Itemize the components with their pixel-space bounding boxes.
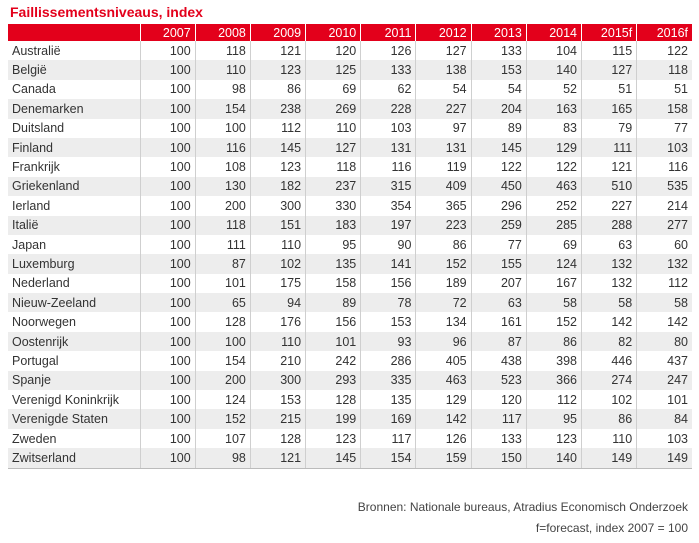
index-value-cell: 156 (306, 312, 361, 331)
index-value-cell: 79 (582, 119, 637, 138)
header-row (8, 24, 692, 41)
table-row (8, 332, 692, 351)
index-value-cell: 223 (416, 216, 471, 235)
table-row (8, 157, 692, 176)
index-value-cell: 132 (582, 254, 637, 273)
index-value-cell: 100 (140, 216, 195, 235)
index-value-cell: 126 (416, 429, 471, 448)
index-value-cell: 207 (471, 274, 526, 293)
index-value-cell: 151 (250, 216, 305, 235)
index-value-cell: 116 (637, 157, 692, 176)
index-value-cell: 83 (526, 119, 581, 138)
index-value-cell: 103 (637, 138, 692, 157)
index-value-cell: 140 (526, 60, 581, 79)
index-value-cell: 153 (471, 60, 526, 79)
source-note: Bronnen: Nationale bureaus, Atradius Economisch Onderzoek (357, 500, 688, 514)
index-value-cell: 128 (306, 390, 361, 409)
table-row (8, 448, 692, 468)
index-value-cell: 72 (416, 293, 471, 312)
country-cell: Verenigde Staten (8, 409, 140, 428)
index-value-cell: 80 (637, 332, 692, 351)
index-value-cell: 129 (526, 138, 581, 157)
index-value-cell: 182 (250, 177, 305, 196)
index-value-cell: 118 (195, 41, 250, 60)
index-value-cell: 154 (361, 448, 416, 468)
index-value-cell: 200 (195, 371, 250, 390)
index-value-cell: 126 (361, 41, 416, 60)
table-body (8, 41, 692, 468)
country-cell: Frankrijk (12, 160, 60, 175)
index-value-cell: 277 (637, 216, 692, 235)
country-cell: Zweden (12, 431, 57, 446)
year-header: 2014 (526, 24, 581, 41)
index-value-cell: 127 (582, 60, 637, 79)
index-value-cell: 111 (195, 235, 250, 254)
index-value-cell: 103 (361, 119, 416, 138)
index-value-cell: 523 (471, 371, 526, 390)
index-value-cell: 100 (140, 119, 195, 138)
index-value-cell: 100 (140, 254, 195, 273)
index-value-cell: 409 (416, 177, 471, 196)
table-row (8, 177, 692, 196)
index-value-cell: 142 (416, 409, 471, 428)
index-value-cell: 135 (306, 254, 361, 273)
index-value-cell: 183 (306, 216, 361, 235)
index-value-cell: 100 (140, 390, 195, 409)
country-cell: Finland (8, 138, 140, 157)
index-value-cell: 54 (471, 80, 526, 99)
index-value-cell: 116 (195, 138, 250, 157)
index-value-cell: 100 (140, 235, 195, 254)
table-row (8, 60, 692, 79)
table-row (8, 119, 692, 138)
table-row (8, 429, 692, 448)
year-header: 2012 (416, 24, 471, 41)
index-value-cell: 169 (361, 409, 416, 428)
index-value-cell: 154 (195, 99, 250, 118)
index-value-cell: 90 (361, 235, 416, 254)
index-value-cell: 163 (526, 99, 581, 118)
index-value-cell: 101 (637, 390, 692, 409)
index-value-cell: 161 (471, 312, 526, 331)
index-value-cell: 108 (195, 157, 250, 176)
index-value-cell: 131 (416, 138, 471, 157)
index-value-cell: 87 (195, 254, 250, 273)
index-value-cell: 98 (195, 448, 250, 468)
index-value-cell: 288 (582, 216, 637, 235)
index-value-cell: 335 (361, 371, 416, 390)
index-value-cell: 132 (582, 274, 637, 293)
index-value-cell: 51 (637, 80, 692, 99)
index-value-cell: 142 (637, 312, 692, 331)
index-value-cell: 102 (250, 254, 305, 273)
index-value-cell: 110 (250, 332, 305, 351)
index-value-cell: 117 (471, 409, 526, 428)
index-value-cell: 100 (140, 351, 195, 370)
index-value-cell: 100 (195, 332, 250, 351)
year-header: 2016f (637, 24, 692, 41)
index-value-cell: 176 (250, 312, 305, 331)
index-value-cell: 366 (526, 371, 581, 390)
index-value-cell: 152 (195, 409, 250, 428)
index-value-cell: 133 (471, 429, 526, 448)
index-value-cell: 112 (637, 274, 692, 293)
index-value-cell: 286 (361, 351, 416, 370)
table-row (8, 216, 692, 235)
index-value-cell: 93 (361, 332, 416, 351)
index-value-cell: 86 (526, 332, 581, 351)
index-value-cell: 97 (416, 119, 471, 138)
index-value-cell: 133 (471, 41, 526, 60)
index-value-cell: 285 (526, 216, 581, 235)
index-value-cell: 51 (582, 80, 637, 99)
index-value-cell: 158 (306, 274, 361, 293)
index-value-cell: 117 (361, 429, 416, 448)
country-cell: Zwitserland (8, 448, 140, 468)
table-row (8, 80, 692, 99)
country-cell: Duitsland (12, 121, 65, 136)
index-value-cell: 247 (637, 371, 692, 390)
index-value-cell: 94 (250, 293, 305, 312)
country-cell: Italië (8, 216, 140, 235)
index-value-cell: 315 (361, 177, 416, 196)
country-cell: Portugal (12, 353, 59, 368)
index-value-cell: 86 (250, 80, 305, 99)
index-value-cell: 450 (471, 177, 526, 196)
index-value-cell: 100 (140, 177, 195, 196)
index-value-cell: 110 (582, 429, 637, 448)
index-value-cell: 100 (140, 429, 195, 448)
index-value-cell: 259 (471, 216, 526, 235)
index-value-cell: 63 (471, 293, 526, 312)
index-value-cell: 200 (195, 196, 250, 215)
index-value-cell: 54 (416, 80, 471, 99)
index-value-cell: 446 (582, 351, 637, 370)
index-value-cell: 118 (195, 216, 250, 235)
index-value-cell: 145 (471, 138, 526, 157)
index-value-cell: 155 (471, 254, 526, 273)
index-value-cell: 100 (140, 157, 195, 176)
index-value-cell: 252 (526, 196, 581, 215)
table-row (8, 196, 692, 215)
country-column-header (8, 24, 140, 41)
index-value-cell: 122 (471, 157, 526, 176)
index-value-cell: 510 (582, 177, 637, 196)
index-value-cell: 123 (306, 429, 361, 448)
index-value-cell: 165 (582, 99, 637, 118)
index-value-cell: 100 (140, 312, 195, 331)
index-value-cell: 118 (306, 157, 361, 176)
index-value-cell: 86 (582, 409, 637, 428)
table-row (8, 371, 692, 390)
index-value-cell: 122 (637, 41, 692, 60)
index-value-cell: 140 (526, 448, 581, 468)
index-value-cell: 242 (306, 351, 361, 370)
index-value-cell: 120 (306, 41, 361, 60)
index-value-cell: 101 (195, 274, 250, 293)
country-cell: Denemarken (8, 99, 140, 118)
index-value-cell: 118 (637, 60, 692, 79)
index-value-cell: 100 (195, 119, 250, 138)
index-value-cell: 100 (140, 448, 195, 468)
table-row (8, 254, 692, 273)
index-value-cell: 95 (526, 409, 581, 428)
index-value-cell: 463 (526, 177, 581, 196)
index-value-cell: 115 (582, 41, 637, 60)
table-row (8, 99, 692, 118)
index-value-cell: 127 (416, 41, 471, 60)
year-header: 2008 (195, 24, 250, 41)
index-value-cell: 238 (250, 99, 305, 118)
table-row (8, 138, 692, 157)
insolvency-index-table (8, 24, 692, 469)
index-value-cell: 124 (195, 390, 250, 409)
index-value-cell: 132 (637, 254, 692, 273)
index-value-cell: 125 (306, 60, 361, 79)
index-value-cell: 121 (582, 157, 637, 176)
table-row (8, 235, 692, 254)
country-cell: Nieuw-Zeeland (8, 293, 140, 312)
index-value-cell: 104 (526, 41, 581, 60)
table-row (8, 351, 692, 370)
index-value-cell: 100 (140, 274, 195, 293)
index-value-cell: 133 (361, 60, 416, 79)
index-value-cell: 138 (416, 60, 471, 79)
index-value-cell: 77 (637, 119, 692, 138)
index-value-cell: 204 (471, 99, 526, 118)
index-value-cell: 52 (526, 80, 581, 99)
year-header: 2010 (306, 24, 361, 41)
index-value-cell: 149 (582, 448, 637, 468)
table-row (8, 274, 692, 293)
index-value-cell: 100 (140, 371, 195, 390)
index-value-cell: 58 (582, 293, 637, 312)
index-value-cell: 89 (306, 293, 361, 312)
index-value-cell: 149 (637, 448, 692, 468)
index-value-cell: 167 (526, 274, 581, 293)
country-cell: Nederland (12, 276, 70, 291)
index-value-cell: 141 (361, 254, 416, 273)
year-header: 2013 (471, 24, 526, 41)
index-value-cell: 100 (140, 80, 195, 99)
country-cell: Verenigd Koninkrijk (12, 392, 120, 407)
year-header: 2009 (250, 24, 305, 41)
index-value-cell: 135 (361, 390, 416, 409)
index-value-cell: 535 (637, 177, 692, 196)
year-header: 2007 (140, 24, 195, 41)
index-value-cell: 111 (582, 138, 637, 157)
index-value-cell: 98 (195, 80, 250, 99)
index-value-cell: 77 (471, 235, 526, 254)
index-value-cell: 398 (526, 351, 581, 370)
table-row (8, 312, 692, 331)
index-value-cell: 269 (306, 99, 361, 118)
index-value-cell: 145 (250, 138, 305, 157)
country-cell: Oostenrijk (8, 332, 140, 351)
index-value-cell: 60 (637, 235, 692, 254)
index-value-cell: 142 (582, 312, 637, 331)
index-value-cell: 110 (306, 119, 361, 138)
forecast-footnote: f=forecast, index 2007 = 100 (535, 521, 688, 535)
index-value-cell: 197 (361, 216, 416, 235)
table-row (8, 41, 692, 60)
country-cell: Canada (12, 82, 56, 97)
index-value-cell: 96 (416, 332, 471, 351)
index-value-cell: 438 (471, 351, 526, 370)
index-value-cell: 227 (416, 99, 471, 118)
index-value-cell: 69 (526, 235, 581, 254)
index-value-cell: 227 (582, 196, 637, 215)
index-value-cell: 102 (582, 390, 637, 409)
index-value-cell: 82 (582, 332, 637, 351)
index-value-cell: 100 (140, 196, 195, 215)
index-value-cell: 100 (140, 60, 195, 79)
index-value-cell: 107 (195, 429, 250, 448)
index-value-cell: 152 (526, 312, 581, 331)
index-value-cell: 156 (361, 274, 416, 293)
index-value-cell: 152 (416, 254, 471, 273)
index-value-cell: 145 (306, 448, 361, 468)
index-value-cell: 100 (140, 99, 195, 118)
index-value-cell: 128 (195, 312, 250, 331)
index-value-cell: 123 (250, 157, 305, 176)
index-value-cell: 62 (361, 80, 416, 99)
index-value-cell: 150 (471, 448, 526, 468)
index-value-cell: 121 (250, 41, 305, 60)
index-value-cell: 123 (526, 429, 581, 448)
index-value-cell: 153 (250, 390, 305, 409)
index-value-cell: 215 (250, 409, 305, 428)
index-value-cell: 210 (250, 351, 305, 370)
index-value-cell: 175 (250, 274, 305, 293)
table-title: Faillissementsniveaus, index (10, 4, 203, 20)
index-value-cell: 86 (416, 235, 471, 254)
index-value-cell: 153 (361, 312, 416, 331)
index-value-cell: 128 (250, 429, 305, 448)
index-value-cell: 110 (250, 235, 305, 254)
index-value-cell: 116 (361, 157, 416, 176)
index-value-cell: 405 (416, 351, 471, 370)
index-value-cell: 58 (526, 293, 581, 312)
index-value-cell: 100 (140, 332, 195, 351)
index-value-cell: 293 (306, 371, 361, 390)
index-value-cell: 127 (306, 138, 361, 157)
index-value-cell: 159 (416, 448, 471, 468)
index-value-cell: 300 (250, 196, 305, 215)
country-cell: Australië (12, 43, 61, 58)
index-value-cell: 58 (637, 293, 692, 312)
index-value-cell: 89 (471, 119, 526, 138)
index-value-cell: 122 (526, 157, 581, 176)
index-value-cell: 189 (416, 274, 471, 293)
index-value-cell: 119 (416, 157, 471, 176)
index-value-cell: 123 (250, 60, 305, 79)
index-value-cell: 100 (140, 41, 195, 60)
index-value-cell: 120 (471, 390, 526, 409)
index-value-cell: 65 (195, 293, 250, 312)
index-value-cell: 101 (306, 332, 361, 351)
index-value-cell: 121 (250, 448, 305, 468)
country-cell: Japan (12, 237, 47, 252)
country-cell: België (8, 60, 140, 79)
index-value-cell: 78 (361, 293, 416, 312)
country-cell: Griekenland (8, 177, 140, 196)
index-value-cell: 112 (526, 390, 581, 409)
index-value-cell: 69 (306, 80, 361, 99)
index-value-cell: 365 (416, 196, 471, 215)
index-value-cell: 154 (195, 351, 250, 370)
index-value-cell: 158 (637, 99, 692, 118)
index-value-cell: 214 (637, 196, 692, 215)
index-value-cell: 87 (471, 332, 526, 351)
country-cell: Spanje (8, 371, 140, 390)
index-value-cell: 296 (471, 196, 526, 215)
index-value-cell: 237 (306, 177, 361, 196)
index-value-cell: 134 (416, 312, 471, 331)
index-value-cell: 100 (140, 293, 195, 312)
index-value-cell: 131 (361, 138, 416, 157)
index-value-cell: 330 (306, 196, 361, 215)
index-value-cell: 228 (361, 99, 416, 118)
index-value-cell: 100 (140, 138, 195, 157)
index-value-cell: 84 (637, 409, 692, 428)
index-value-cell: 124 (526, 254, 581, 273)
index-value-cell: 103 (637, 429, 692, 448)
index-value-cell: 300 (250, 371, 305, 390)
index-value-cell: 95 (306, 235, 361, 254)
index-value-cell: 199 (306, 409, 361, 428)
index-value-cell: 100 (140, 409, 195, 428)
index-value-cell: 463 (416, 371, 471, 390)
index-value-cell: 437 (637, 351, 692, 370)
table-row (8, 409, 692, 428)
index-value-cell: 354 (361, 196, 416, 215)
index-value-cell: 63 (582, 235, 637, 254)
year-header: 2015f (582, 24, 637, 41)
index-value-cell: 274 (582, 371, 637, 390)
index-value-cell: 112 (250, 119, 305, 138)
country-cell: Luxemburg (8, 254, 140, 273)
table-row (8, 293, 692, 312)
country-cell: Noorwegen (12, 315, 76, 330)
year-header: 2011 (361, 24, 416, 41)
index-value-cell: 130 (195, 177, 250, 196)
table-row (8, 390, 692, 409)
index-value-cell: 129 (416, 390, 471, 409)
country-cell: Ierland (12, 198, 51, 213)
index-value-cell: 110 (195, 60, 250, 79)
